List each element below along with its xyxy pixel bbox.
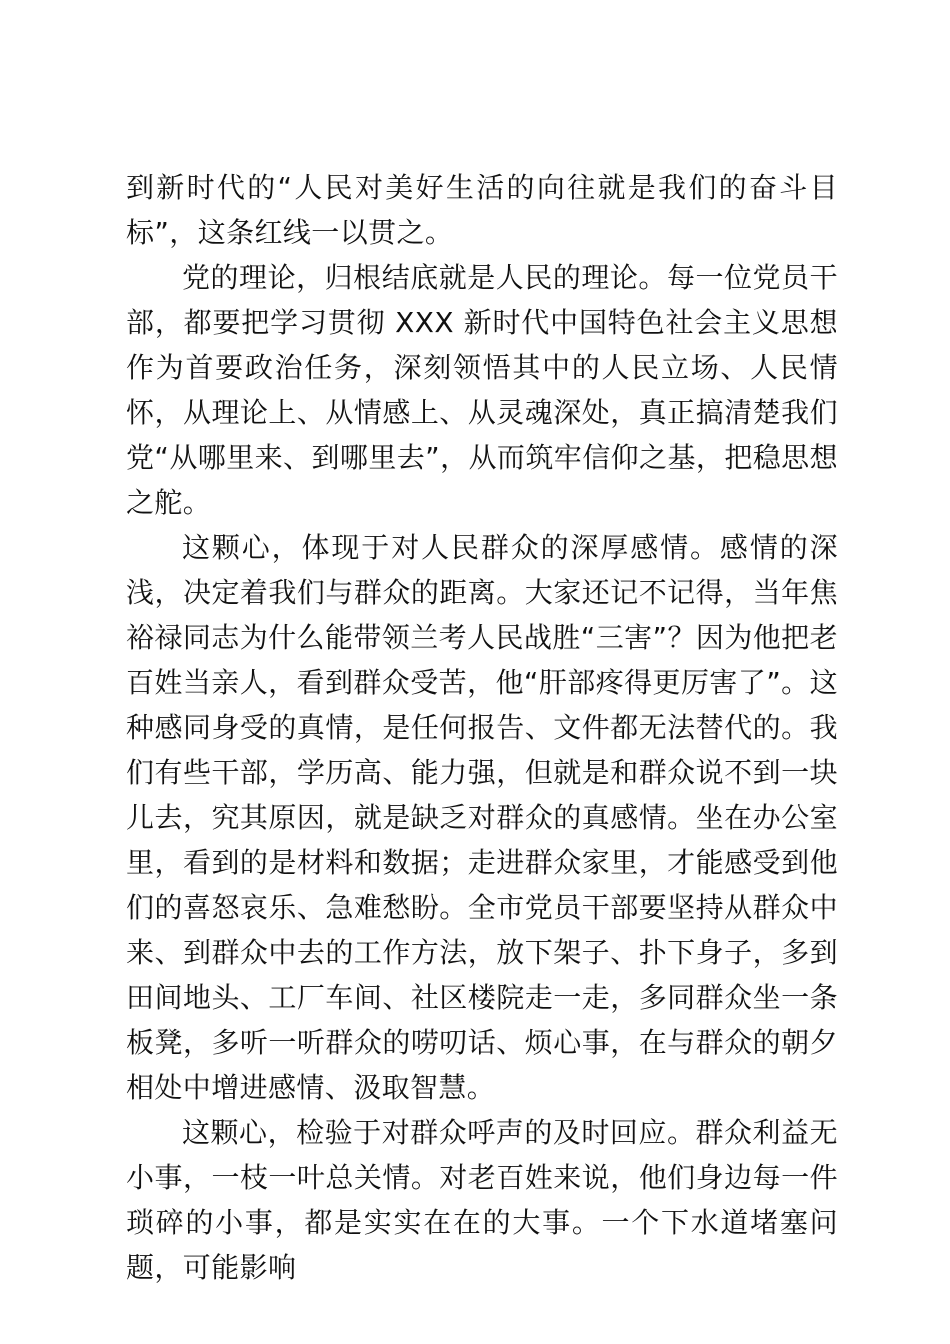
paragraph-4: 这颗心，检验于对群众呼声的及时回应。群众利益无小事，一枝一叶总关情。对老百姓来说，他们身边每一件琐碎的小事，都是实实在在的大事。一个下水道堵塞问题，可能影响 <box>126 1116 838 1284</box>
document-body <box>126 165 838 1290</box>
paragraph-3: 这颗心，体现于对人民群众的深厚感情。感情的深浅，决定着我们与群众的距离。大家还记不记得，当年焦裕禄同志为什么能带领兰考人民战胜“三害”？因为他把老百姓当亲人，看到群众受苦，他“肝部疼得更厉害了”。这种感同身受的真情，是任何报告、文件都无法替代的。我们有些干部，学历高、能力强，但就是和群众说不到一块儿去，究其原因，就是缺乏对群众的真感情。坐在办公室里，看到的是材料和数据；走进群众家里，才能感受到他们的喜怒哀乐、急难愁盼。全市党员干部要坚持从群众中来、到群众中去的工作方法，放下架子、扑下身子，多到田间地头、工厂车间、社区楼院走一走，多同群众坐一条板凳，多听一听群众的唠叨话、烦心事，在与群众的朝夕相处中增进感情、汲取智慧。 <box>126 531 838 1104</box>
paragraph-2: 党的理论，归根结底就是人民的理论。每一位党员干部，都要把学习贯彻 XXX 新时代中国特色社会主义思想作为首要政治任务，深刻领悟其中的人民立场、人民情怀，从理论上、从情感上、从灵魂深处，真正搞清楚我们党“从哪里来、到哪里去”，从而筑牢信仰之基，把稳思想之舵。 <box>126 261 838 519</box>
paragraph-1: 到新时代的“人民对美好生活的向往就是我们的奋斗目标”，这条红线一以贯之。 <box>126 171 838 249</box>
